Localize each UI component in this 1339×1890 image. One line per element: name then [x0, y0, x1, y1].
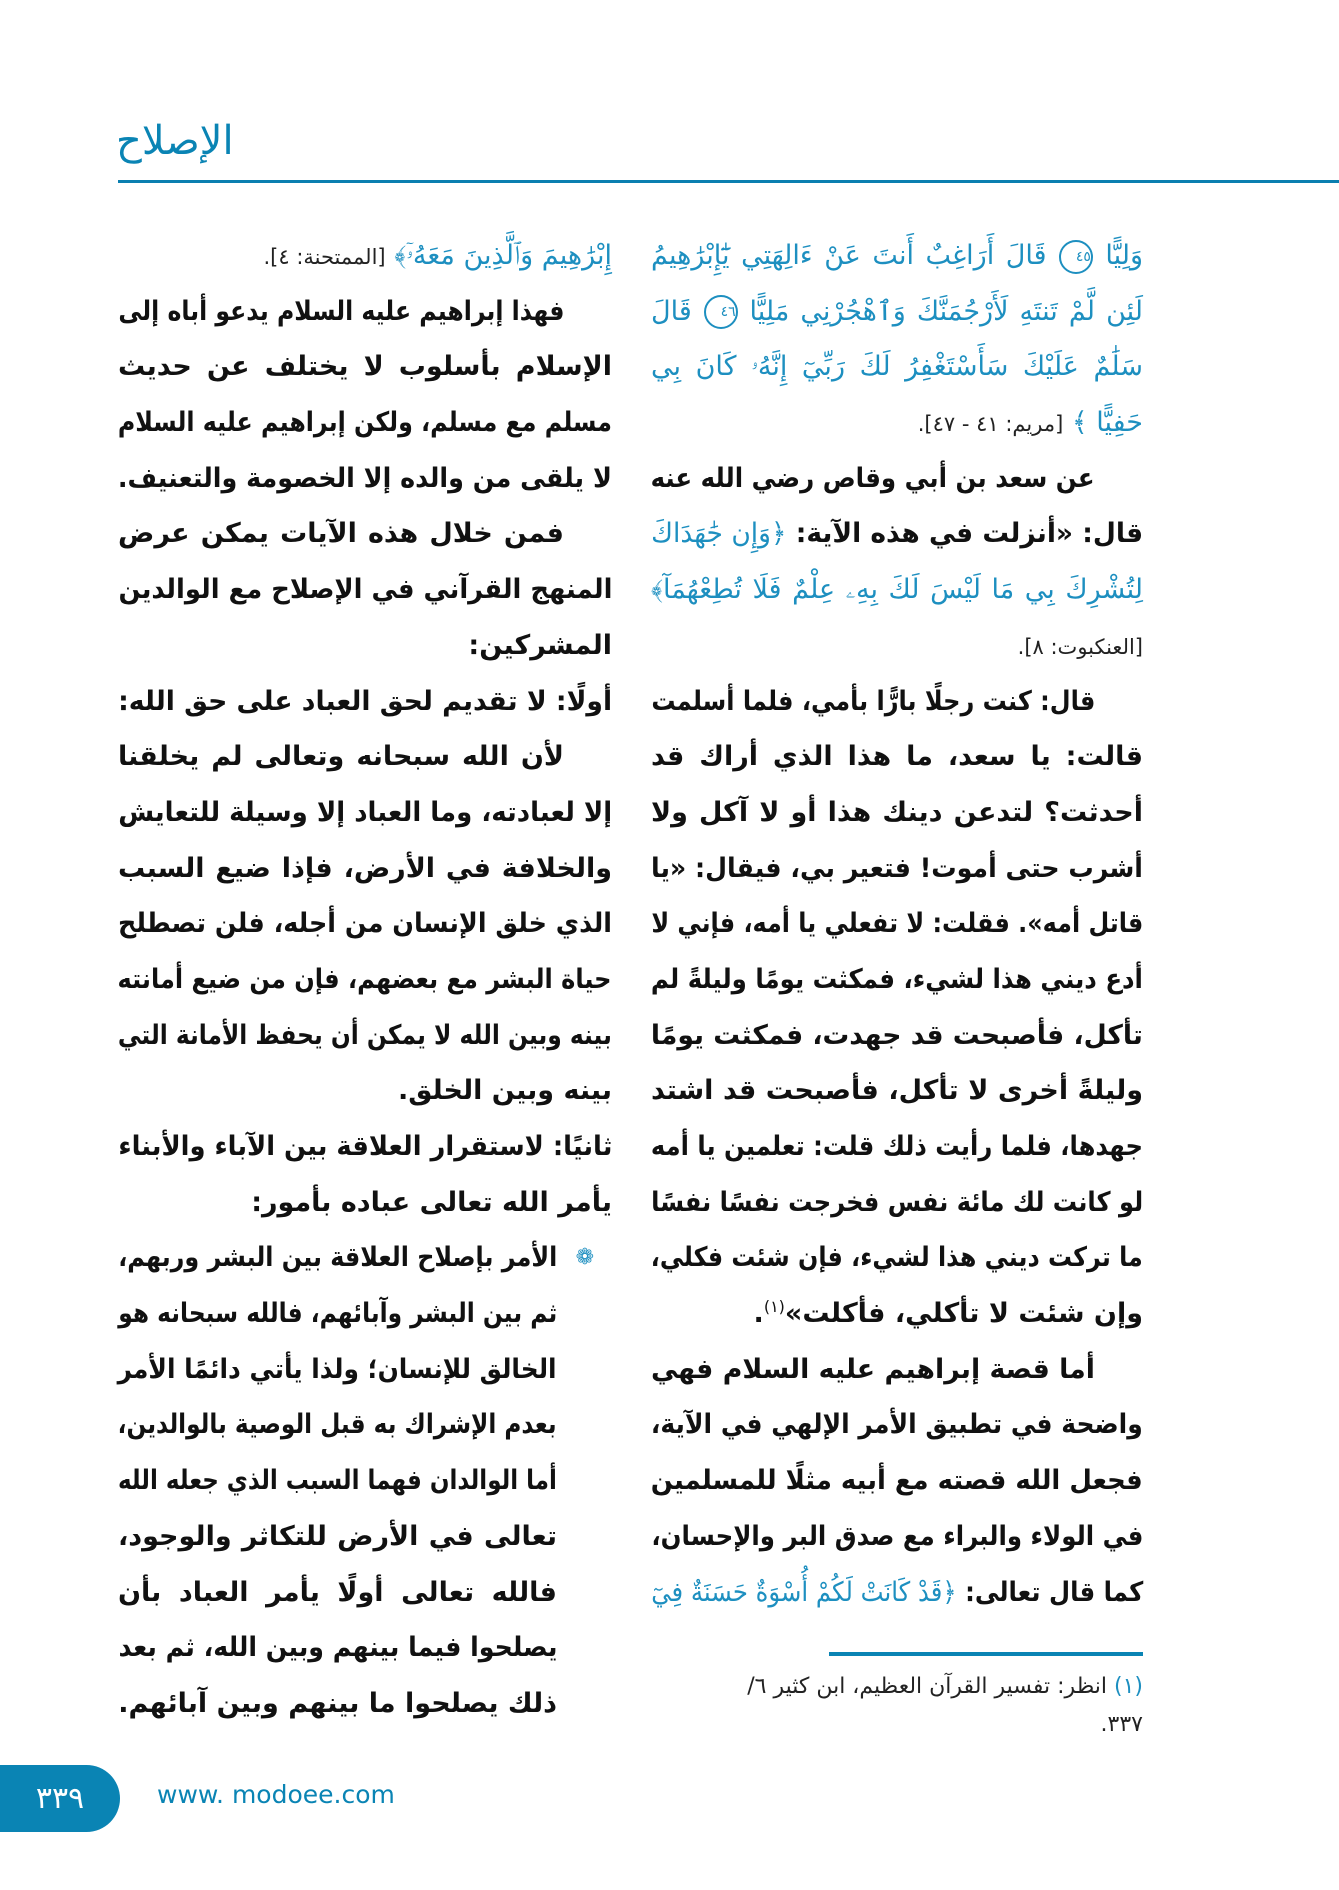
text-line-content [118, 1565, 557, 1621]
body-text: عن سعد بن أبي وقاص رضي الله عنه [651, 462, 1095, 494]
text-line [118, 228, 612, 284]
body-text: تأكل، فأصبحت قد جهدت، فمكثت يومًا [651, 1019, 1143, 1051]
body-text: الخالق للإنسان؛ ولذا يأتي دائمًا الأمر [118, 1353, 557, 1385]
body-text: أشرب حتى أموت! فتعير بي، فيقال: «يا [651, 852, 1143, 884]
text-line [118, 1397, 612, 1453]
text-line-content [118, 841, 612, 897]
text-line-content [118, 1286, 557, 1342]
text-line-content [118, 1453, 557, 1509]
text-line [651, 1397, 1143, 1453]
text-line [651, 1230, 1143, 1286]
text-line-content [118, 1063, 612, 1119]
text-line-content [118, 785, 612, 841]
footnote-divider [829, 1652, 1143, 1656]
text-line [651, 1453, 1143, 1509]
text-line [118, 1008, 612, 1064]
body-text: ثانيًا: لاستقرار العلاقة بين الآباء والأبناء [118, 1131, 612, 1162]
text-line [118, 1286, 612, 1342]
text-line [118, 785, 612, 841]
quran-verse: قَالَ أَرَاغِبٌ أَنتَ عَنْ ءَالِهَتِي يَٰٓإِبْرَٰهِيمُ [651, 240, 1047, 271]
body-text: لو كانت لك مائة نفس فخرجت نفسًا نفسًا [651, 1186, 1143, 1218]
text-line-content [118, 1008, 612, 1064]
text-line-content [651, 1063, 1143, 1119]
body-text: قاتل أمه». فقلت: لا تفعلي يا أمه، فإني لا [651, 908, 1143, 940]
text-line [118, 1620, 612, 1676]
body-text: ثم بين البشر وآبائهم، فالله سبحانه هو [118, 1298, 557, 1330]
text-line [651, 451, 1143, 507]
body-text: قال: كنت رجلًا بارًّا بأمي، فلما أسلمت [651, 685, 1095, 717]
footnote-number: (١) [1113, 1674, 1143, 1699]
body-text: مسلم مع مسلم، ولكن إبراهيم عليه السلام [118, 407, 612, 439]
body-text: قال: «أنزلت في هذه الآية: [786, 518, 1143, 550]
body-text: فهذا إبراهيم عليه السلام يدعو أباه إلى [118, 295, 564, 327]
text-line-content [118, 674, 612, 730]
footnote-text-cont: ٣٣٧. [1100, 1712, 1143, 1737]
text-line [118, 1175, 612, 1231]
page-number: ٣٣٩ [0, 1765, 120, 1832]
body-text: أولًا: لا تقديم لحق العباد على حق الله: [118, 685, 612, 717]
text-line [651, 952, 1143, 1008]
text-line-content [118, 618, 612, 674]
text-line [118, 896, 612, 952]
quran-verse: وَلِيًّا [1105, 240, 1143, 271]
body-text: أحدثت؟ لتدعن دينك هذا أو لا آكل ولا [651, 796, 1143, 828]
text-line [651, 841, 1143, 897]
text-line-content [651, 785, 1143, 841]
text-line-content [651, 1453, 1143, 1509]
footnote-text: انظر: تفسير القرآن العظيم، ابن كثير ٦/ [747, 1674, 1107, 1699]
text-line-content [651, 674, 1095, 730]
quran-verse: لِتُشْرِكَ بِي مَا لَيْسَ لَكَ بِهِۦ عِلْمٌ فَلَا تُطِعْهُمَآ﴾ [651, 574, 1143, 606]
text-line-content [651, 1397, 1143, 1453]
body-text: أدع ديني هذا لشيء، فمكثت يومًا وليلةً لم [651, 963, 1143, 995]
text-line-content [651, 1175, 1143, 1231]
text-line [651, 729, 1143, 785]
quran-verse: إِبْرَٰهِيمَ وَٱلَّذِينَ مَعَهُۥٓ﴾ [385, 240, 612, 271]
body-text: وإن شئت لا تأكلي، فأكلت» [784, 1298, 1143, 1330]
verse-reference: [مريم: ٤١ - ٤٧]. [917, 412, 1064, 437]
text-line-content [118, 1676, 557, 1732]
body-text: الذي خلق الإنسان من أجله، فلن تصطلح [118, 908, 612, 940]
text-line [651, 1286, 1143, 1342]
text-line-content [118, 1175, 612, 1231]
header-divider [118, 180, 1339, 183]
body-text: إلا لعبادته، وما العباد إلا وسيلة للتعايش [118, 796, 612, 828]
text-line-content [651, 1342, 1095, 1398]
text-line [651, 284, 1143, 340]
text-line-content [651, 952, 1143, 1008]
text-line-content [651, 1008, 1143, 1064]
bullet-flower-icon: ❁ [575, 1245, 594, 1271]
text-line [118, 841, 612, 897]
body-text: . [753, 1298, 764, 1330]
body-text: وليلةً أخرى لا تأكل، فأصبحت قد اشتد [651, 1075, 1143, 1107]
text-line [651, 1063, 1143, 1119]
verse-number-badge: ٤٥ [1059, 240, 1093, 274]
text-line [651, 1509, 1143, 1565]
text-line-content [118, 729, 564, 785]
text-line [651, 339, 1143, 395]
body-text: بعدم الإشراك به قبل الوصية بالوالدين، [118, 1409, 557, 1441]
text-line [118, 506, 612, 562]
text-line [118, 1453, 612, 1509]
text-line-content [118, 339, 612, 395]
text-line-content [118, 506, 564, 562]
body-text: بينه وبين الخلق. [397, 1075, 612, 1107]
body-text: قالت: يا سعد، ما هذا الذي أراك قد [651, 741, 1143, 773]
body-text: الإسلام بأسلوب لا يختلف عن حديث [118, 351, 612, 383]
text-line-content [651, 339, 1143, 395]
footnote-marker: (١) [763, 1297, 785, 1317]
text-line [118, 729, 612, 785]
website-link[interactable]: www. modoee.com [157, 1780, 395, 1809]
body-text: والخلافة في الأرض، فإذا ضيع السبب [118, 852, 612, 884]
text-line-content [118, 1119, 612, 1175]
verse-reference: [العنكبوت: ٨]. [1017, 634, 1143, 659]
body-text: يصلحوا فيما بينهم وبين الله، ثم بعد [118, 1632, 557, 1664]
body-text: المشركين: [468, 629, 612, 661]
body-text: لا يلقى من والده إلا الخصومة والتعنيف. [118, 462, 612, 494]
text-line-content [651, 618, 1143, 676]
text-line [118, 451, 612, 507]
quran-verse: لَئِن لَّمْ تَنتَهِ لَأَرْجُمَنَّكَ وَٱهْجُرْنِي مَلِيًّا [749, 295, 1144, 327]
body-text: في الولاء والبراء مع صدق البر والإحسان، [651, 1520, 1143, 1552]
left-column [118, 228, 612, 1732]
verse-reference: [الممتحنة: ٤]. [263, 245, 386, 269]
text-line [651, 562, 1143, 618]
text-line-content [118, 562, 612, 618]
text-line [651, 395, 1143, 451]
text-line-content [118, 1509, 557, 1565]
text-line-content [118, 395, 612, 451]
text-line [118, 1509, 612, 1565]
body-text: حياة البشر مع بعضهم، فإن من ضيع أمانته [118, 963, 612, 995]
chapter-title: الإصلاح [116, 118, 234, 164]
text-line-content [118, 451, 612, 507]
quran-verse: قَالَ [651, 295, 692, 327]
text-line [118, 952, 612, 1008]
text-line-content [118, 1397, 557, 1453]
body-text: جهدها، فلما رأيت ذلك قلت: تعلمين يا أمه [651, 1131, 1143, 1162]
body-text: كما قال تعالى: [956, 1576, 1143, 1608]
body-text: ذلك يصلحوا ما بينهم وبين آبائهم. [118, 1687, 557, 1719]
quran-verse: ﴿قَدْ كَانَتْ لَكُمْ أُسْوَةٌ حَسَنَةٌ فِيٓ [651, 1576, 957, 1608]
body-text: المنهج القرآني في الإصلاح مع الوالدين [118, 574, 612, 606]
body-text: فمن خلال هذه الآيات يمكن عرض [118, 518, 564, 550]
text-line [651, 618, 1143, 674]
text-line [651, 1119, 1143, 1175]
body-text: تعالى في الأرض للتكاثر والوجود، [118, 1520, 557, 1552]
body-text: فجعل الله قصته مع أبيه مثلًا للمسلمين [651, 1465, 1143, 1497]
text-line [118, 618, 612, 674]
text-line-content [651, 395, 1143, 453]
text-line-content [651, 228, 1143, 284]
text-line-content [651, 562, 1143, 618]
body-text: فالله تعالى أولًا يأمر العباد بأن [118, 1576, 557, 1608]
quran-verse: سَلَٰمٌ عَلَيْكَ سَأَسْتَغْفِرُ لَكَ رَبِّيٓ إِنَّهُۥ كَانَ بِي [651, 351, 1143, 383]
text-line [651, 228, 1143, 284]
text-line-content [651, 1509, 1143, 1565]
body-text: يأمر الله تعالى عباده بأمور: [251, 1186, 612, 1218]
text-line [118, 562, 612, 618]
text-line-content [118, 952, 612, 1008]
text-line-content [651, 1286, 1143, 1342]
text-line [118, 1063, 612, 1119]
text-line [118, 674, 612, 730]
verse-number-badge: ٤٦ [704, 295, 738, 329]
text-line-content [118, 284, 564, 340]
text-line-content [651, 841, 1143, 897]
body-text: لأن الله سبحانه وتعالى لم يخلقنا [118, 741, 564, 773]
quran-verse: حَفِيًّا ﴾ [1063, 407, 1143, 439]
footnote [651, 1668, 1143, 1744]
text-line [118, 339, 612, 395]
text-line-content [651, 284, 1143, 340]
text-line [651, 1342, 1143, 1398]
text-line [118, 1230, 612, 1286]
body-text: أما قصة إبراهيم عليه السلام فهي [651, 1353, 1095, 1385]
text-line-content [118, 896, 612, 952]
text-line-content [118, 228, 612, 286]
text-line-content [651, 896, 1143, 952]
text-line [118, 395, 612, 451]
body-text: بينه وبين الله لا يمكن أن يحفظ الأمانة التي [118, 1019, 612, 1051]
text-line [118, 1342, 612, 1398]
text-line [651, 674, 1143, 730]
text-line-content [651, 1230, 1143, 1286]
text-line [118, 1676, 612, 1732]
text-line-content [651, 451, 1095, 507]
text-line-content [651, 1565, 1143, 1621]
text-line-content [118, 1620, 557, 1676]
body-text: الأمر بإصلاح العلاقة بين البشر وربهم، [118, 1242, 557, 1274]
text-line [651, 1175, 1143, 1231]
text-line [651, 785, 1143, 841]
text-line [651, 896, 1143, 952]
text-line [651, 1008, 1143, 1064]
quran-verse: ﴿وَإِن جَٰهَدَاكَ [651, 518, 787, 550]
text-line [118, 284, 612, 340]
text-line [118, 1565, 612, 1621]
text-line-content [118, 1342, 557, 1398]
text-line [651, 1565, 1143, 1621]
text-line-content [651, 1119, 1143, 1175]
text-line [118, 1119, 612, 1175]
body-text: أما الوالدان فهما السبب الذي جعله الله [118, 1465, 557, 1497]
text-line-content [651, 506, 1143, 562]
body-text: ما تركت ديني هذا لشيء، فإن شئت فكلي، [651, 1242, 1143, 1274]
text-line [651, 506, 1143, 562]
text-line-content [651, 729, 1143, 785]
body-text: واضحة في تطبيق الأمر الإلهي في الآية، [651, 1409, 1143, 1441]
text-line-content [118, 1230, 557, 1286]
right-column [651, 228, 1143, 1620]
